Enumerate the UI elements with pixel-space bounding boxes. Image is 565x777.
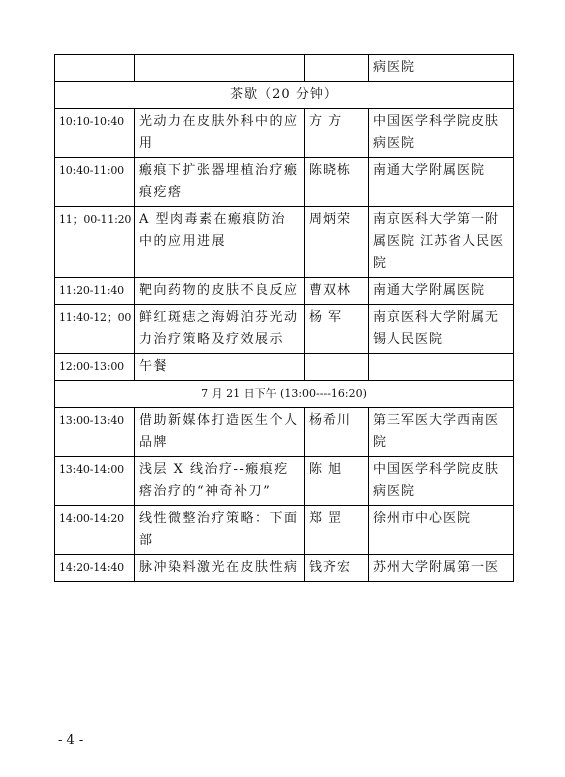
time-cell xyxy=(55,55,135,82)
page-number: - 4 - xyxy=(58,733,84,748)
topic-cell: 线性微整治疗策略：下面部 xyxy=(135,506,305,555)
topic-cell: 靶向药物的皮肤不良反应 xyxy=(135,278,305,305)
speaker-cell: 陈晓栋 xyxy=(305,158,369,207)
time-cell: 12:00-13:00 xyxy=(55,354,135,381)
topic-cell: 午餐 xyxy=(135,354,305,381)
table-row xyxy=(55,305,514,354)
speaker-cell: 郑 罡 xyxy=(305,506,369,555)
speaker-cell: 钱齐宏 xyxy=(305,555,369,582)
time-cell: 14:20-14:40 xyxy=(55,555,135,582)
topic-cell: 借助新媒体打造医生个人品牌 xyxy=(135,408,305,457)
speaker-cell: 周炳荣 xyxy=(305,207,369,278)
tea-break-label: 茶歇（20 分钟） xyxy=(55,82,514,109)
institution-cell: 第三军医大学西南医院 xyxy=(369,408,514,457)
speaker-cell xyxy=(305,354,369,381)
topic-cell: 脉冲染料激光在皮肤性病 xyxy=(135,555,305,582)
table-row xyxy=(55,158,514,207)
table-row xyxy=(55,207,514,278)
time-cell: 13:00-13:40 xyxy=(55,408,135,457)
table-row xyxy=(55,555,514,582)
table-row xyxy=(55,55,514,82)
topic-cell: 光动力在皮肤外科中的应用 xyxy=(135,109,305,158)
table-row xyxy=(55,109,514,158)
topic-cell: 鲜红斑痣之海姆泊芬光动力治疗策略及疗效展示 xyxy=(135,305,305,354)
institution-cell: 病医院 xyxy=(369,55,514,82)
table-row xyxy=(55,354,514,381)
speaker-cell xyxy=(305,55,369,82)
time-cell: 13:40-14:00 xyxy=(55,457,135,506)
speaker-cell: 陈 旭 xyxy=(305,457,369,506)
institution-cell: 苏州大学附属第一医 xyxy=(369,555,514,582)
topic-cell: A 型肉毒素在瘢痕防治中的应用进展 xyxy=(135,207,305,278)
institution-cell: 南京医科大学附属无锡人民医院 xyxy=(369,305,514,354)
schedule-table xyxy=(54,54,514,582)
speaker-cell: 杨 军 xyxy=(305,305,369,354)
institution-cell: 中国医学科学院皮肤病医院 xyxy=(369,457,514,506)
tea-break-row xyxy=(55,82,514,109)
institution-cell: 中国医学科学院皮肤病医院 xyxy=(369,109,514,158)
institution-cell: 南京医科大学第一附属医院 江苏省人民医院 xyxy=(369,207,514,278)
afternoon-header-row xyxy=(55,381,514,408)
speaker-cell: 曹双林 xyxy=(305,278,369,305)
institution-cell: 南通大学附属医院 xyxy=(369,158,514,207)
time-cell: 14:00-14:20 xyxy=(55,506,135,555)
topic-cell: 浅层 X 线治疗--瘢痕疙瘩治疗的“神奇补刀” xyxy=(135,457,305,506)
speaker-cell: 方 方 xyxy=(305,109,369,158)
table-row xyxy=(55,278,514,305)
institution-cell: 南通大学附属医院 xyxy=(369,278,514,305)
topic-cell xyxy=(135,55,305,82)
topic-cell: 瘢痕下扩张器埋植治疗瘢痕疙瘩 xyxy=(135,158,305,207)
time-cell: 10:40-11:00 xyxy=(55,158,135,207)
institution-cell: 徐州市中心医院 xyxy=(369,506,514,555)
time-cell: 10:10-10:40 xyxy=(55,109,135,158)
institution-cell xyxy=(369,354,514,381)
time-cell: 11；00-11:20 xyxy=(55,207,135,278)
table-row xyxy=(55,506,514,555)
time-cell: 11:20-11:40 xyxy=(55,278,135,305)
afternoon-session-header: 7 月 21 日下午 (13:00----16:20) xyxy=(55,381,514,408)
table-row xyxy=(55,408,514,457)
table-row xyxy=(55,457,514,506)
time-cell: 11:40-12；00 xyxy=(55,305,135,354)
speaker-cell: 杨希川 xyxy=(305,408,369,457)
